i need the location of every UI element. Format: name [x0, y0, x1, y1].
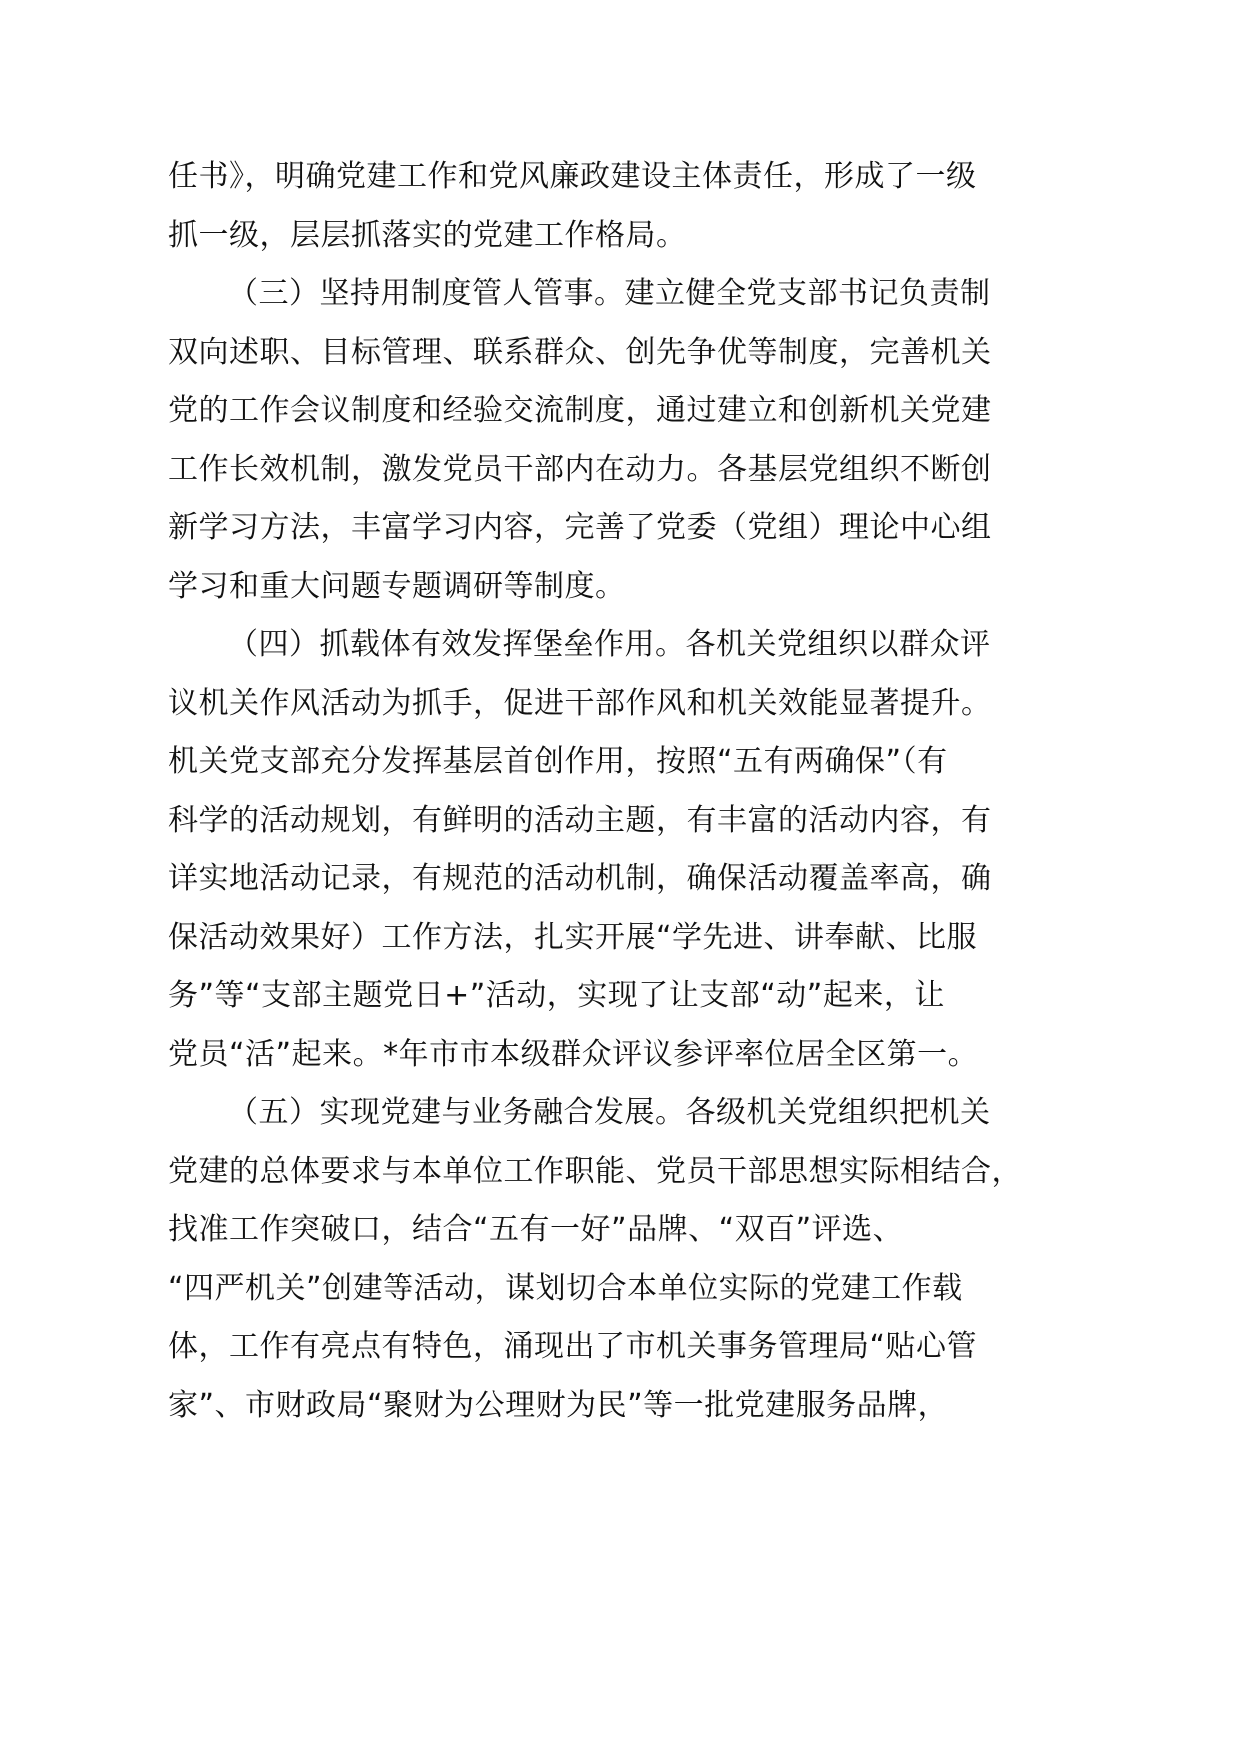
text-line: 双向述职、目标管理、联系群众、创先争优等制度，完善机关 — [168, 334, 992, 370]
paragraph-first-line: （五）实现党建与业务融合发展。各级机关党组织把机关 — [228, 1095, 991, 1130]
paragraph-first-line: （四）抓载体有效发挥堡垒作用。各机关党组织以群众评 — [228, 627, 991, 662]
text-line: 新学习方法，丰富学习内容，完善了党委（党组）理论中心组 — [168, 510, 992, 545]
text-line: 党的工作会议制度和经验交流制度，通过建立和创新机关党建 — [168, 393, 992, 428]
text-line: “四严机关”创建等活动，谋划切合本单位实际的党建工作载 — [168, 1270, 963, 1306]
text-line: 议机关作风活动为抓手，促进干部作风和机关效能显著提升。 — [168, 685, 992, 721]
text-line: 抓一级，层层抓落实的党建工作格局。 — [168, 217, 687, 253]
text-line: 科学的活动规划，有鲜明的活动主题，有丰富的活动内容，有 — [168, 802, 992, 838]
text-line: 任书》，明确党建工作和党风廉政建设主体责任，形成了一级 — [168, 159, 977, 194]
text-line: 党建的总体要求与本单位工作职能、党员干部思想实际相结合， — [168, 1153, 1022, 1189]
text-line: 机关党支部充分发挥基层首创作用，按照“五有两确保”（有 — [168, 744, 948, 779]
text-line: 找准工作突破口，结合“五有一好”品牌、“双百”评选、 — [168, 1212, 904, 1247]
text-line: 工作长效机制，激发党员干部内在动力。各基层党组织不断创 — [168, 451, 992, 487]
paragraph-first-line: （三）坚持用制度管人管事。建立健全党支部书记负责制 — [228, 276, 991, 311]
text-line: 学习和重大问题专题调研等制度。 — [168, 568, 626, 604]
text-line: 务”等“支部主题党日+”活动，实现了让支部“动”起来，让 — [168, 978, 945, 1013]
text-line: 党员“活”起来。*年市市本级群众评议参评率位居全区第一。 — [168, 1036, 979, 1072]
body-text — [168, 148, 1088, 1435]
text-line: 保活动效果好）工作方法，扎实开展“学先进、讲奉献、比服 — [168, 919, 978, 955]
text-line: 详实地活动记录，有规范的活动机制，确保活动覆盖率高，确 — [168, 861, 992, 896]
text-line: 体，工作有亮点有特色，涌现出了市机关事务管理局“贴心管 — [168, 1329, 978, 1364]
text-line: 家”、市财政局“聚财为公理财为民”等一批党建服务品牌， — [168, 1387, 949, 1423]
